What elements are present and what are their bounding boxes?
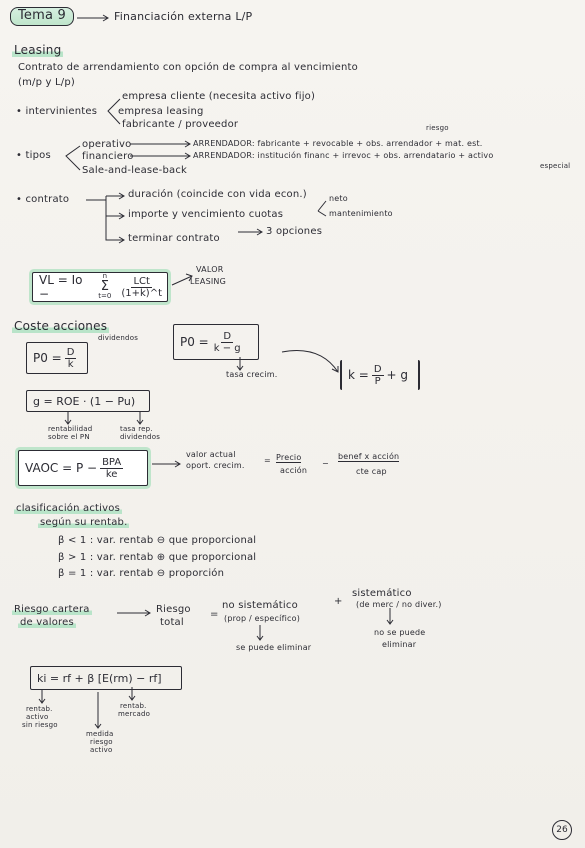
valor-note: VALOR xyxy=(196,265,224,274)
dividendos-note: dividendos xyxy=(98,334,139,342)
g-note: dividendos xyxy=(120,433,161,441)
intervinientes-label: • intervinientes xyxy=(16,106,98,117)
p0-growth-lhs: P0 = xyxy=(180,335,209,349)
tema-title: Financiación externa L/P xyxy=(114,10,253,23)
vl-denominator: (1+k)^t xyxy=(121,287,162,299)
interviniente-item: fabricante / proveedor xyxy=(122,119,239,130)
beta-class-item: β < 1 : var. rentab ⊖ que proporcional xyxy=(58,535,257,546)
equals-sign: = xyxy=(210,609,219,620)
terminar-result: 3 opciones xyxy=(266,226,323,237)
p0-denominator: k xyxy=(67,358,74,370)
capm-note: activo xyxy=(26,713,49,721)
tipos-label: • tipos xyxy=(16,150,51,161)
p0-growth-numerator: D xyxy=(223,330,232,342)
contrato-item: terminar contrato xyxy=(128,233,220,244)
k-formula xyxy=(340,360,420,390)
interviniente-item: empresa cliente (necesita activo fijo) xyxy=(122,91,316,102)
tasa-crecim-note: tasa crecim. xyxy=(226,370,278,379)
vaoc-formula-box xyxy=(18,450,148,486)
g-note: rentabilidad xyxy=(48,425,93,433)
capm-note: sin riesgo xyxy=(22,721,58,729)
equals-sign: = xyxy=(264,456,271,465)
interviniente-item: empresa leasing xyxy=(118,106,204,117)
capm-formula: ki = rf + β [E(rm) − rf] xyxy=(30,666,182,690)
k-rhs: + g xyxy=(386,368,409,382)
precio-numerator: Precio xyxy=(276,453,302,462)
tipo-item: Sale-and-lease-back xyxy=(82,165,188,176)
riesgo-total-label: Riesgo xyxy=(156,604,191,615)
benef-numerator: benef x acción xyxy=(338,452,400,461)
riesgo-heading-2: de valores xyxy=(20,617,74,628)
no-sistematico: no sistemático xyxy=(222,600,298,611)
cuotas-branch: neto xyxy=(329,194,348,203)
p0-growth-formula xyxy=(173,324,259,360)
sistematico-sub: (de merc / no diver.) xyxy=(356,600,442,609)
g-note: tasa rep. xyxy=(120,425,153,433)
no-se-puede: no se puede xyxy=(374,628,426,637)
vaoc-description: oport. crecim. xyxy=(186,461,245,470)
vaoc-numerator: BPA xyxy=(102,456,122,468)
p0-lhs: P0 = xyxy=(33,351,62,365)
capm-note: rentab. xyxy=(26,705,53,713)
tipo-item: operativo xyxy=(82,139,132,150)
plus-sign: + xyxy=(334,596,343,607)
cuotas-branch: mantenimiento xyxy=(329,209,393,218)
p0-simple-formula xyxy=(26,342,88,374)
leasing-definition: Contrato de arrendamiento con opción de compra al vencimiento xyxy=(18,62,358,73)
contrato-item: importe y vencimiento cuotas xyxy=(128,209,284,220)
no-sistematico-sub: (prop / específico) xyxy=(224,614,301,623)
contrato-label: • contrato xyxy=(16,194,70,205)
capm-note: activo xyxy=(90,746,113,754)
g-note: sobre el PN xyxy=(48,433,90,441)
sum-upper: n xyxy=(102,272,108,281)
p0-numerator: D xyxy=(66,346,75,358)
operativo-description: ARRENDADOR: fabricante + revocable + obs. arrendador + mat. est. xyxy=(193,139,483,148)
k-lhs: k = xyxy=(348,368,369,382)
precio-denominator: acción xyxy=(280,466,308,475)
se-puede-eliminar: se puede eliminar xyxy=(236,643,312,652)
k-numerator: D xyxy=(373,363,382,375)
capm-note: mercado xyxy=(118,710,151,718)
riesgo-heading: Riesgo cartera xyxy=(14,604,90,615)
capm-note: riesgo xyxy=(90,738,113,746)
sistematico: sistemático xyxy=(352,588,412,599)
leasing-term: (m/p y L/p) xyxy=(18,77,76,88)
g-formula: g = ROE · (1 − Pu) xyxy=(26,390,150,412)
vaoc-description: valor actual xyxy=(186,450,236,459)
especial-note: especial xyxy=(540,162,571,170)
vaoc-denominator: ke xyxy=(105,468,118,480)
coste-acciones-heading: Coste acciones xyxy=(14,319,108,333)
sum-lower: t=0 xyxy=(98,291,112,300)
tipo-item: financiero xyxy=(82,151,134,162)
tema-label: Tema 9 xyxy=(10,7,74,26)
sum-symbol: Σ xyxy=(100,279,109,295)
riesgo-total-label-2: total xyxy=(160,617,184,628)
p0-growth-denominator: k − g xyxy=(213,342,241,354)
contrato-item: duración (coincide con vida econ.) xyxy=(128,189,307,200)
riesgo-note: riesgo xyxy=(426,124,449,132)
vaoc-lhs: VAOC = P − xyxy=(25,461,98,475)
vl-numerator: LCt xyxy=(133,275,150,287)
capm-note: rentab. xyxy=(120,702,147,710)
financiero-description: ARRENDADOR: institución financ + irrevoc + obs. arrendatario + activo xyxy=(193,151,494,160)
leasing-note: LEASING xyxy=(190,277,227,286)
beta-class-item: β = 1 : var. rentab ⊖ proporción xyxy=(58,568,225,579)
clasificacion-heading: clasificación activos xyxy=(16,503,120,514)
page-number: 26 xyxy=(552,820,572,840)
benef-denominator: cte cap xyxy=(356,467,387,476)
minus-sign: − xyxy=(322,459,329,468)
clasificacion-subheading: según su rentab. xyxy=(40,517,128,528)
vl-formula-lhs: VL = Io − xyxy=(39,273,83,301)
capm-note: medida xyxy=(86,730,114,738)
vl-formula-box xyxy=(32,272,168,302)
beta-class-item: β > 1 : var. rentab ⊕ que proporcional xyxy=(58,552,257,563)
leasing-heading: Leasing xyxy=(14,43,62,57)
k-denominator: P xyxy=(374,375,381,387)
no-se-puede-eliminar: eliminar xyxy=(382,640,417,649)
